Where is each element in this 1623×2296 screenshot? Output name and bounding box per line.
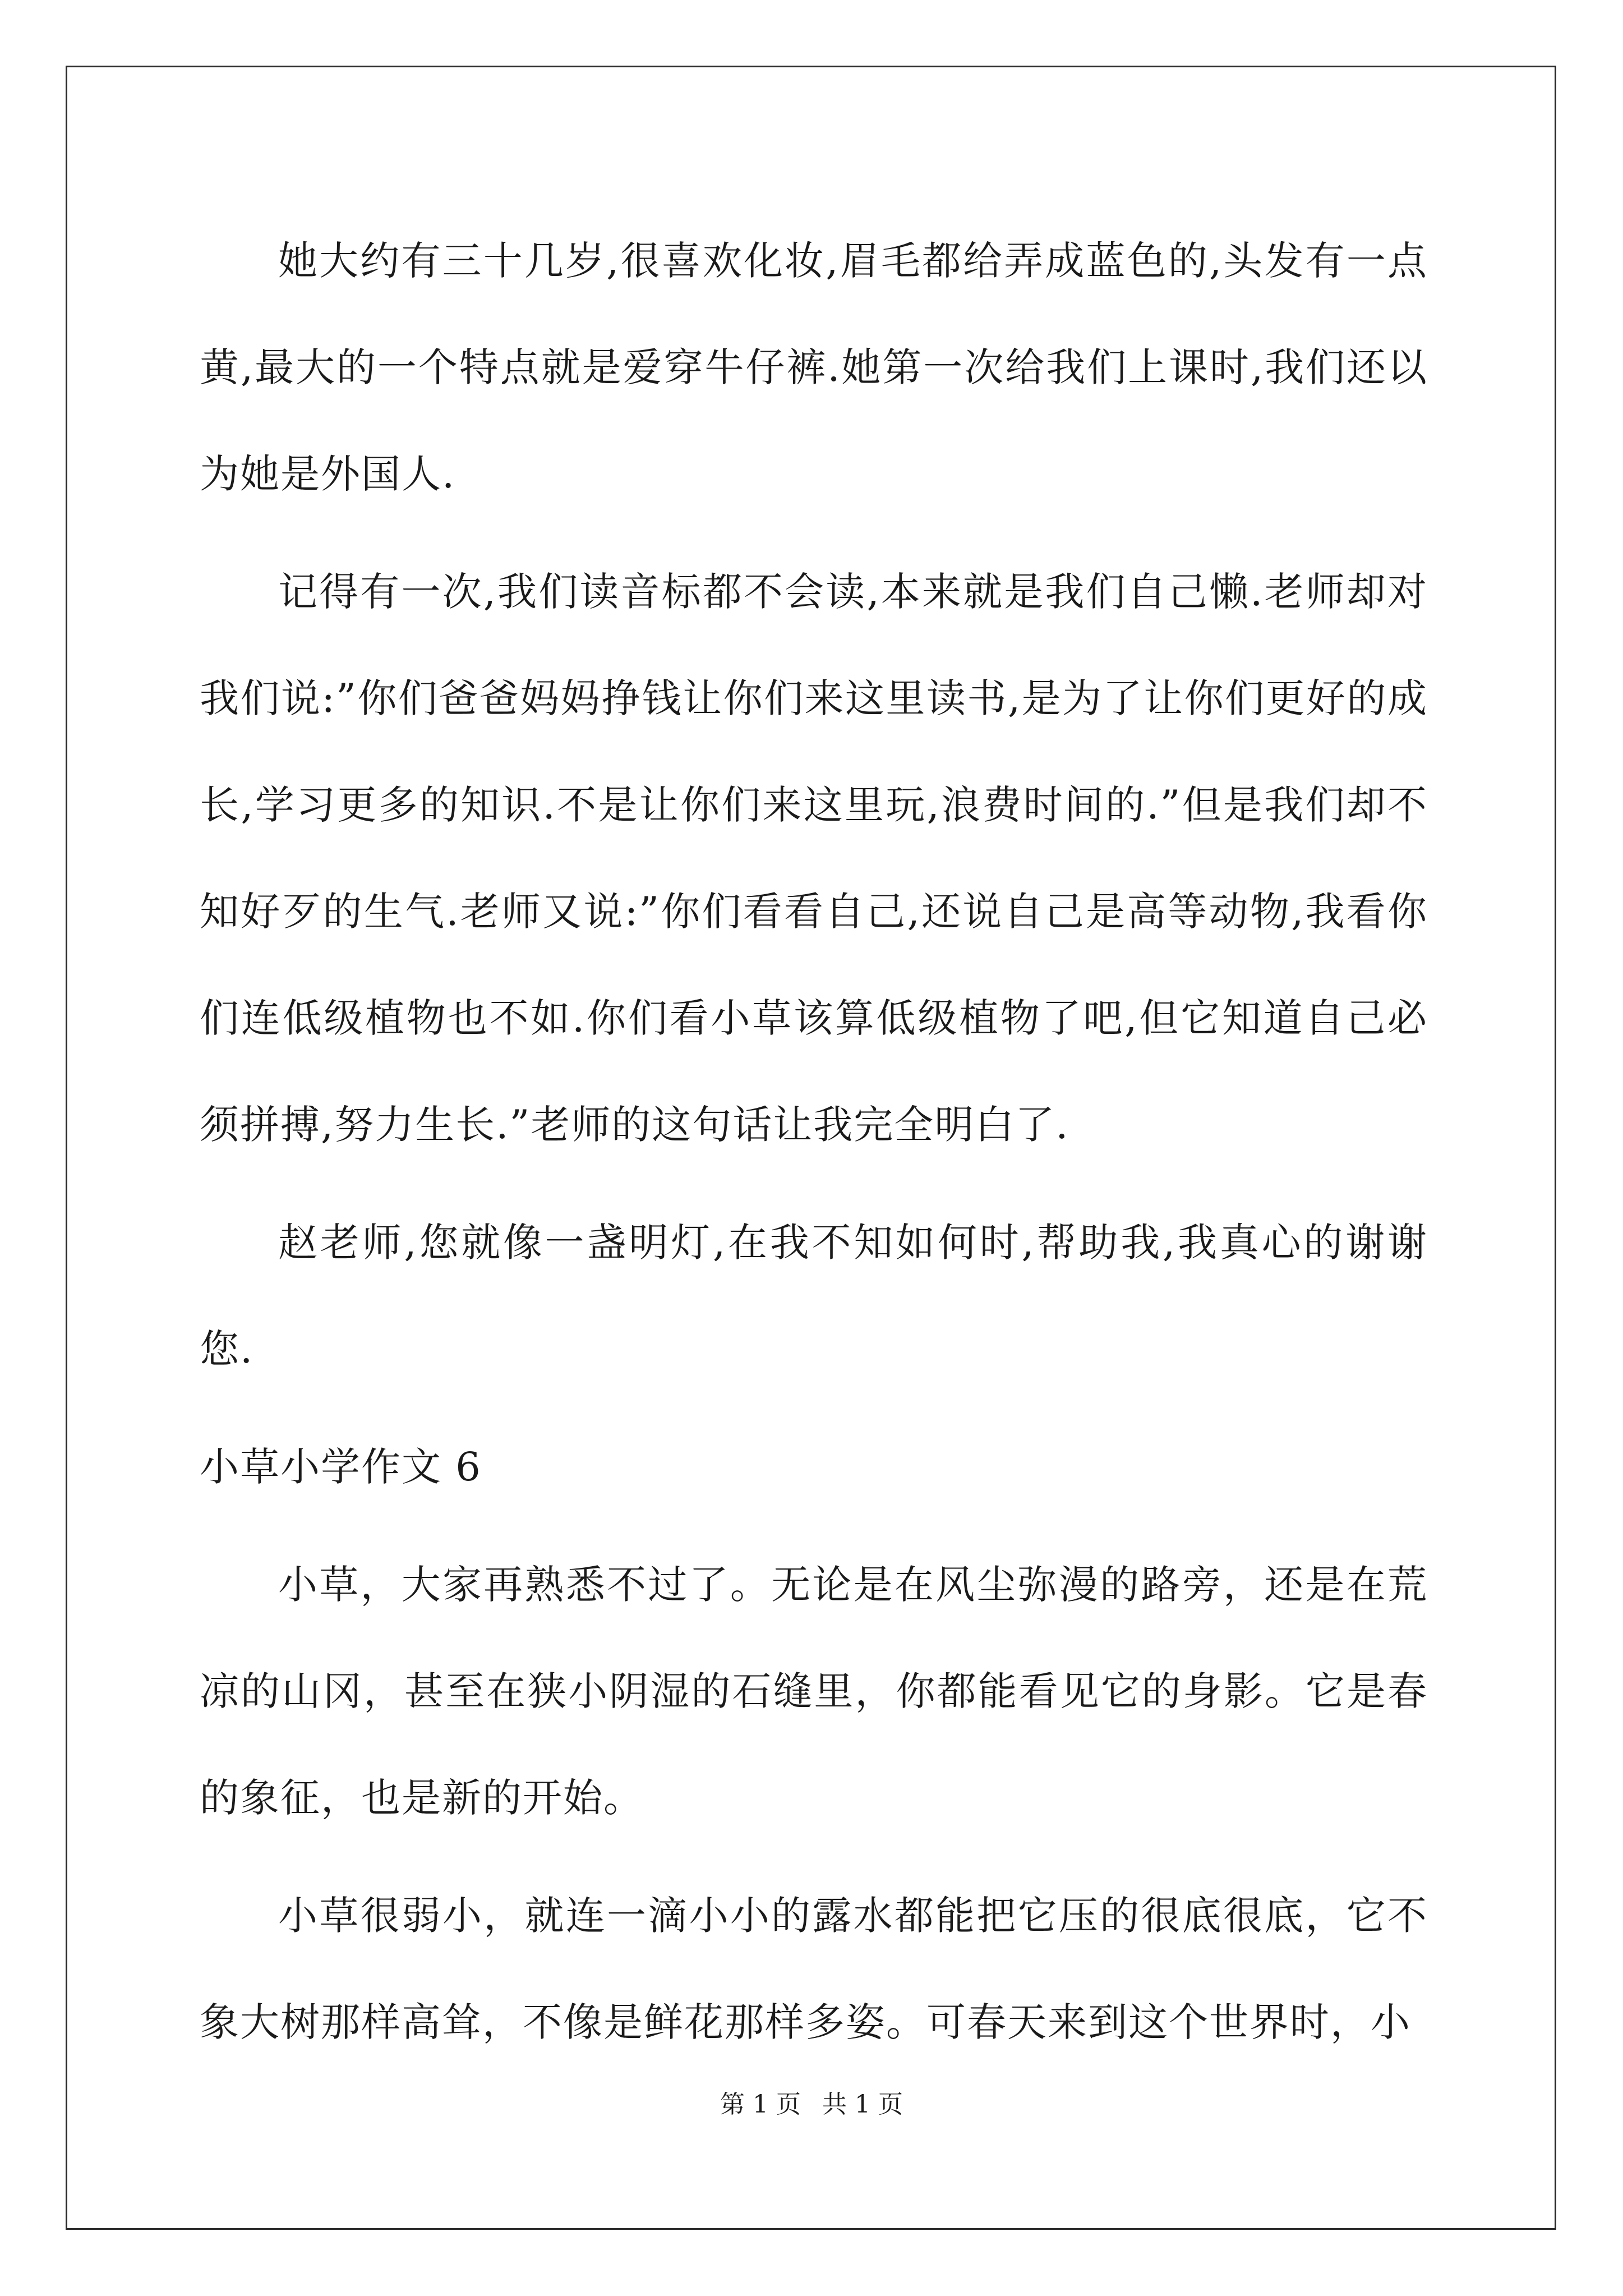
section-title: 小草小学作文 6 [200,1444,482,1490]
paragraph: 她大约有三十几岁,很喜欢化妆,眉毛都给弄成蓝色的,头发有一点黄,最大的一个特点就是爱穿牛仔裤.她第一次给我们上课时,我们还以为她是外国人. [200,238,1428,497]
paragraph: 小草，大家再熟悉不过了。无论是在风尘弥漫的路旁，还是在荒凉的山冈，甚至在狭小阴湿的石缝里，你都能看见它的身影。它是春的象征，也是新的开始。 [200,1562,1428,1821]
paragraph: 赵老师,您就像一盏明灯,在我不知如何时,帮助我,我真心的谢谢您. [200,1220,1428,1372]
page-footer [0,2088,1623,2122]
page-number-current: 第 1 页 [720,2090,801,2119]
page-number-total: 共 1 页 [822,2090,903,2119]
paragraph: 记得有一次,我们读音标都不会读,本来就是我们自己懒.老师却对我们说:”你们爸爸妈妈挣钱让你们来这里读书,是为了让你们更好的成长,学习更多的知识.不是让你们来这里玩,浪费时间的.”但是我们却不知好歹的生气.老师又说:”你们看看自己,还说自己是高等动物,我看你们连低级植物也不如.你们看小草该算低级植物了吧,但它知道自己必须拼搏,努力生长.”老师的这句话让我完全明白了. [200,569,1428,1148]
paragraph: 小草很弱小，就连一滴小小的露水都能把它压的很底很底，它不象大树那样高耸，不像是鲜花那样多姿。可春天来到这个世界时，小 [200,1893,1428,2045]
document-body [200,208,1428,2087]
